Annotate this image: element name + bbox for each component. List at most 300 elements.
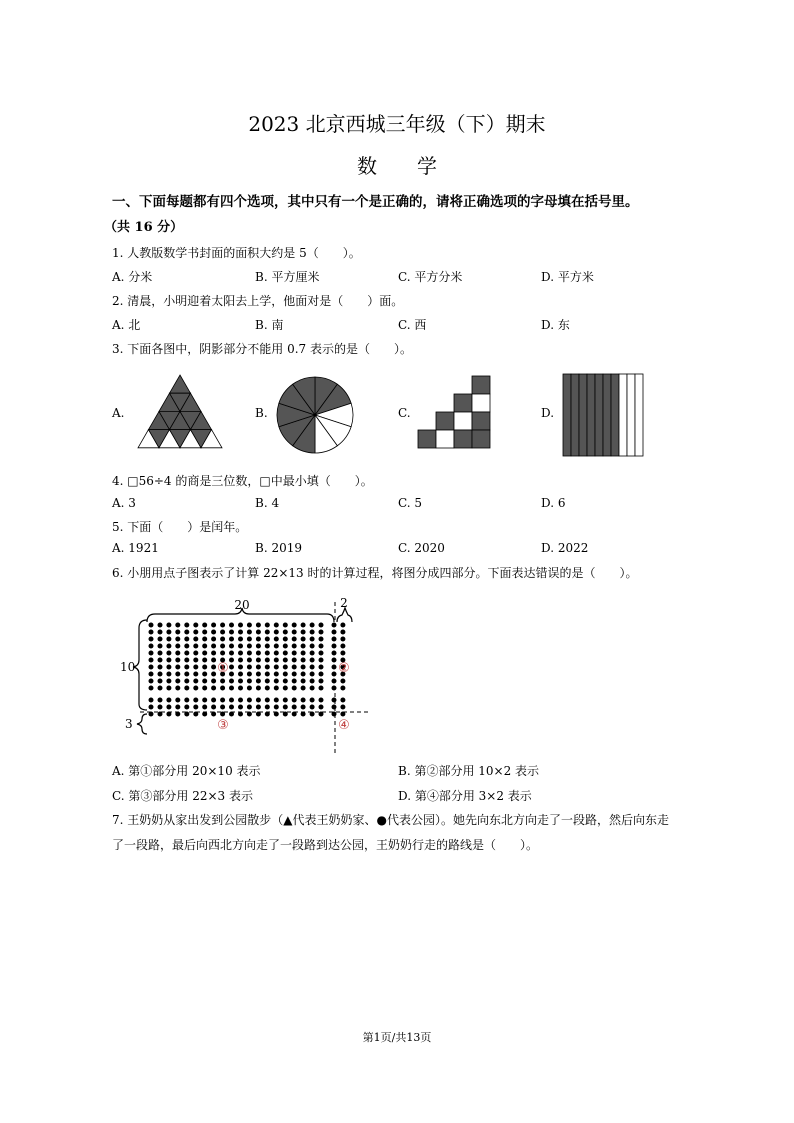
dot: [193, 623, 198, 628]
dot: [274, 712, 279, 717]
dot: [301, 705, 306, 710]
dot: [166, 679, 171, 684]
dot: [202, 679, 207, 684]
strip: [595, 374, 603, 456]
dot: [310, 712, 315, 717]
strip: [587, 374, 595, 456]
dot: [283, 651, 288, 656]
dot: [220, 644, 225, 649]
dot: [340, 698, 345, 703]
dot: [211, 658, 216, 663]
dot: [319, 644, 324, 649]
dot: [202, 686, 207, 691]
dot: [247, 623, 252, 628]
dot: [319, 698, 324, 703]
dot: [166, 637, 171, 642]
dot: [310, 679, 315, 684]
dot: [332, 686, 337, 691]
q6-option-d: D. 第④部分用 3×2 表示: [398, 789, 532, 803]
strip: [619, 374, 627, 456]
dot: [319, 623, 324, 628]
dot: [310, 630, 315, 635]
dot: [149, 651, 154, 656]
dot: [247, 644, 252, 649]
strip: [635, 374, 643, 456]
dot: [247, 679, 252, 684]
dot: [265, 712, 270, 717]
section-points: （共 16 分）: [104, 220, 184, 235]
dot: [256, 637, 261, 642]
dot: [202, 644, 207, 649]
dot: [292, 698, 297, 703]
dot: [265, 672, 270, 677]
dot: [149, 672, 154, 677]
dot: [184, 698, 189, 703]
dot: [175, 644, 180, 649]
dot: [301, 630, 306, 635]
dot: [175, 686, 180, 691]
dot: [158, 651, 163, 656]
dot: [193, 637, 198, 642]
dot: [158, 686, 163, 691]
dot: [202, 623, 207, 628]
dot: [229, 630, 234, 635]
dot: [229, 672, 234, 677]
dot: [202, 712, 207, 717]
q1-option-b: B. 平方厘米: [255, 270, 320, 284]
dot: [310, 698, 315, 703]
dot: [301, 644, 306, 649]
dot: [211, 630, 216, 635]
dot: [319, 679, 324, 684]
dot: [238, 637, 243, 642]
dot: [265, 637, 270, 642]
dot: [247, 712, 252, 717]
dot: [229, 665, 234, 670]
dot: [319, 665, 324, 670]
dot: [247, 665, 252, 670]
q1-option-a: A. 分米: [112, 270, 153, 284]
dot: [256, 705, 261, 710]
strip: [563, 374, 571, 456]
dot: [301, 637, 306, 642]
q5-option-d: D. 2022: [541, 541, 589, 555]
dot: [340, 686, 345, 691]
dot: [332, 705, 337, 710]
dot: [184, 644, 189, 649]
dot: [166, 705, 171, 710]
dot: [238, 712, 243, 717]
dot: [292, 712, 297, 717]
dot: [158, 658, 163, 663]
dot: [292, 665, 297, 670]
dot: [265, 686, 270, 691]
dot: [166, 686, 171, 691]
dot: [265, 623, 270, 628]
brace-top-2: [337, 608, 352, 622]
dot: [175, 705, 180, 710]
dot: [332, 658, 337, 663]
dot: [211, 651, 216, 656]
dot: [274, 651, 279, 656]
dot: [193, 665, 198, 670]
dot: [175, 712, 180, 717]
dot: [149, 630, 154, 635]
figure-a-triangle: [138, 375, 222, 449]
dot: [265, 651, 270, 656]
dot: [340, 644, 345, 649]
top-label-20: 20: [234, 598, 250, 612]
dot: [238, 686, 243, 691]
part-label-1: ①: [217, 661, 229, 676]
dot: [247, 630, 252, 635]
q4-option-c: C. 5: [398, 496, 423, 510]
dot: [158, 637, 163, 642]
dot: [202, 651, 207, 656]
q5-option-a: A. 1921: [112, 541, 159, 555]
dot: [274, 705, 279, 710]
dot: [211, 672, 216, 677]
dot: [310, 672, 315, 677]
dot: [220, 651, 225, 656]
dot: [247, 672, 252, 677]
question-6-stem: 6. 小朋用点子图表示了计算 22×13 时的计算过程，将图分成四部分。下面表达错误的是（ ）。: [112, 566, 638, 580]
dot: [256, 630, 261, 635]
dot: [220, 679, 225, 684]
dot: [283, 705, 288, 710]
dot: [193, 686, 198, 691]
dot: [301, 679, 306, 684]
dot: [184, 623, 189, 628]
dot: [175, 665, 180, 670]
dot: [283, 698, 288, 703]
top-label-2: 2: [340, 596, 348, 610]
dot: [175, 658, 180, 663]
question-5-stem: 5. 下面（ ）是闰年。: [112, 520, 248, 534]
dot: [211, 698, 216, 703]
dot: [247, 658, 252, 663]
dot: [265, 658, 270, 663]
dot: [211, 644, 216, 649]
dot: [158, 712, 163, 717]
dot: [229, 686, 234, 691]
dot: [292, 679, 297, 684]
dot: [175, 630, 180, 635]
dot: [193, 679, 198, 684]
dot: [211, 637, 216, 642]
dot: [229, 637, 234, 642]
q2-option-b: B. 南: [255, 318, 284, 332]
q3-option-c: C.: [398, 406, 411, 420]
strip: [627, 374, 635, 456]
figure-c-staircase: [418, 376, 490, 448]
dot: [184, 712, 189, 717]
dot: [229, 712, 234, 717]
dot: [247, 637, 252, 642]
dot: [247, 686, 252, 691]
dot: [184, 630, 189, 635]
dot: [283, 712, 288, 717]
dot: [202, 698, 207, 703]
dot: [220, 705, 225, 710]
dot: [158, 672, 163, 677]
dot: [332, 651, 337, 656]
dot: [310, 644, 315, 649]
dot: [292, 644, 297, 649]
dot: [256, 651, 261, 656]
dot: [256, 712, 261, 717]
dot: [166, 665, 171, 670]
dot: [238, 644, 243, 649]
dot: [274, 623, 279, 628]
q6-option-b: B. 第②部分用 10×2 表示: [398, 764, 540, 778]
dot: [319, 686, 324, 691]
strip: [571, 374, 579, 456]
dot: [211, 705, 216, 710]
dot: [332, 630, 337, 635]
dot: [184, 651, 189, 656]
dot: [193, 698, 198, 703]
dot: [256, 686, 261, 691]
q4-option-b: B. 4: [255, 496, 280, 510]
dot: [256, 679, 261, 684]
dot: [310, 651, 315, 656]
dot: [274, 679, 279, 684]
dot: [292, 672, 297, 677]
dot: [256, 665, 261, 670]
figure-d-strips: [563, 374, 643, 456]
dot: [319, 658, 324, 663]
dot: [265, 705, 270, 710]
dot: [175, 651, 180, 656]
dot: [193, 672, 198, 677]
dot: [184, 705, 189, 710]
dot: [265, 679, 270, 684]
q5-option-c: C. 2020: [398, 541, 445, 555]
strip: [579, 374, 587, 456]
dot: [211, 623, 216, 628]
dot: [238, 630, 243, 635]
dot: [283, 665, 288, 670]
dot: [229, 623, 234, 628]
dot: [340, 630, 345, 635]
dot: [292, 623, 297, 628]
dot: [202, 658, 207, 663]
q2-option-c: C. 西: [398, 318, 427, 332]
dot: [193, 644, 198, 649]
question-3-stem: 3. 下面各图中，阴影部分不能用 0.7 表示的是（ ）。: [112, 342, 412, 356]
dot: [332, 672, 337, 677]
brace-left-3: [137, 714, 147, 734]
dot: [274, 665, 279, 670]
dot: [283, 644, 288, 649]
q4-option-d: D. 6: [541, 496, 566, 510]
dot: [175, 679, 180, 684]
q1-option-d: D. 平方米: [541, 270, 594, 284]
dot: [184, 686, 189, 691]
q6-option-c: C. 第③部分用 22×3 表示: [112, 789, 253, 803]
dot: [310, 658, 315, 663]
dot: [301, 712, 306, 717]
dot: [229, 651, 234, 656]
dot: [211, 712, 216, 717]
dot: [292, 637, 297, 642]
dot: [158, 705, 163, 710]
dot: [166, 672, 171, 677]
dot: [166, 623, 171, 628]
q3-option-b: B.: [255, 406, 268, 420]
dot: [301, 623, 306, 628]
dot: [149, 679, 154, 684]
dot: [340, 705, 345, 710]
dot: [149, 698, 154, 703]
dot: [256, 698, 261, 703]
dot: [283, 658, 288, 663]
dot: [175, 637, 180, 642]
dot: [238, 679, 243, 684]
dot: [202, 705, 207, 710]
dot: [332, 665, 337, 670]
dot: [283, 679, 288, 684]
dot: [340, 712, 345, 717]
dot: [158, 644, 163, 649]
dot: [220, 686, 225, 691]
dot: [184, 658, 189, 663]
section-heading: 一、下面每题都有四个选项，其中只有一个是正确的，请将正确选项的字母填在括号里。: [112, 194, 639, 210]
subject-title: 数 学: [357, 154, 437, 178]
dot: [332, 698, 337, 703]
dot: [229, 698, 234, 703]
dot: [301, 686, 306, 691]
q3-option-a: A.: [112, 406, 125, 420]
dot: [211, 665, 216, 670]
dot: [184, 679, 189, 684]
q2-option-a: A. 北: [112, 318, 141, 332]
dot: [175, 672, 180, 677]
dot: [301, 665, 306, 670]
dot: [274, 637, 279, 642]
dot-array-figure: [110, 592, 380, 762]
page-title: 2023 北京西城三年级（下）期末: [248, 112, 546, 136]
dot: [211, 686, 216, 691]
dot: [220, 623, 225, 628]
dot: [274, 698, 279, 703]
part-label-2: ②: [338, 661, 350, 676]
dot: [247, 651, 252, 656]
dot: [247, 705, 252, 710]
dot: [193, 712, 198, 717]
dot: [310, 686, 315, 691]
dot: [256, 623, 261, 628]
dot: [274, 672, 279, 677]
dot: [292, 686, 297, 691]
dot: [229, 658, 234, 663]
dot: [283, 672, 288, 677]
dot: [202, 672, 207, 677]
dot: [332, 637, 337, 642]
dot: [256, 644, 261, 649]
dot: [149, 712, 154, 717]
part-label-3: ③: [217, 718, 229, 733]
dot: [166, 651, 171, 656]
dot: [238, 665, 243, 670]
dot: [310, 637, 315, 642]
figure-b-circle: [276, 376, 354, 454]
dot: [265, 698, 270, 703]
page-footer: 第1页/共13页: [362, 1031, 432, 1044]
dot: [256, 672, 261, 677]
dot: [229, 705, 234, 710]
dot: [166, 644, 171, 649]
dot: [319, 637, 324, 642]
strip: [603, 374, 611, 456]
dot: [193, 705, 198, 710]
dot: [301, 651, 306, 656]
dot: [149, 686, 154, 691]
dot: [184, 665, 189, 670]
dot: [292, 658, 297, 663]
dot: [301, 672, 306, 677]
dot: [175, 698, 180, 703]
dot: [193, 658, 198, 663]
dot: [158, 630, 163, 635]
dot: [283, 630, 288, 635]
dot: [149, 623, 154, 628]
dot: [332, 712, 337, 717]
dot: [283, 686, 288, 691]
q5-option-b: B. 2019: [255, 541, 302, 555]
dot: [202, 637, 207, 642]
dot: [283, 623, 288, 628]
dot: [332, 623, 337, 628]
dot: [301, 658, 306, 663]
dot: [149, 658, 154, 663]
dot: [319, 705, 324, 710]
dot: [193, 630, 198, 635]
q4-option-a: A. 3: [112, 496, 136, 510]
q2-option-d: D. 东: [541, 318, 570, 332]
dot: [340, 679, 345, 684]
dot: [247, 698, 252, 703]
dot: [238, 705, 243, 710]
dot: [319, 651, 324, 656]
question-4-stem: 4. □56÷4 的商是三位数，□中最小填（ ）。: [112, 474, 373, 488]
dot: [283, 637, 288, 642]
dot: [238, 672, 243, 677]
dot: [149, 637, 154, 642]
dot: [202, 665, 207, 670]
dot: [184, 672, 189, 677]
dot: [149, 644, 154, 649]
question-7-stem-line1: 7. 王奶奶从家出发到公园散步（▲代表王奶奶家、●代表公园）。她先向东北方向走了一段路，然后向东走: [112, 813, 669, 827]
dot: [319, 712, 324, 717]
dot: [149, 705, 154, 710]
dot: [332, 644, 337, 649]
dot: [166, 698, 171, 703]
side-label-3: 3: [125, 717, 133, 731]
dot: [184, 637, 189, 642]
dot: [158, 698, 163, 703]
dot: [220, 698, 225, 703]
dot: [310, 665, 315, 670]
dot: [265, 630, 270, 635]
dot: [292, 651, 297, 656]
dot: [319, 630, 324, 635]
strip: [611, 374, 619, 456]
dot: [211, 679, 216, 684]
question-2-stem: 2. 清晨，小明迎着太阳去上学，他面对是（ ）面。: [112, 294, 404, 308]
dot: [166, 630, 171, 635]
